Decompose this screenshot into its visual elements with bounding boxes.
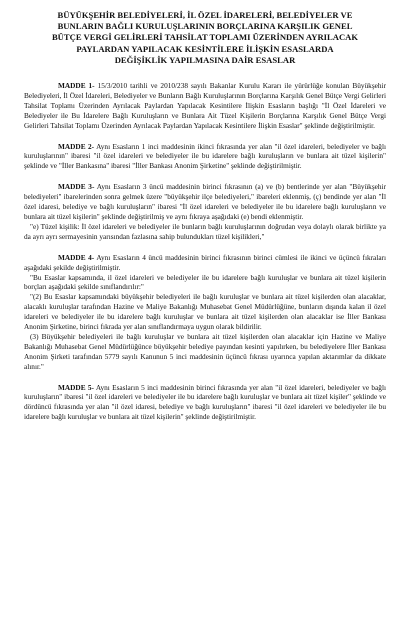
- article-paragraph: [24, 81, 386, 131]
- article-heading: MADDE 4-: [58, 252, 95, 262]
- title-line: BUNLARIN BAĞLI KURULUŞLARININ BORÇLARINA KARŞILIK GENEL: [57, 21, 353, 32]
- title-line: PAYLARDAN YAPILACAK KESİNTİLERE İLİŞKİN ESASLARDA: [76, 43, 334, 54]
- article-3: [24, 182, 386, 241]
- article-paragraph: [24, 383, 386, 423]
- article-text: 15/3/2010 tarihli ve 2010/238 sayılı Bakanlar Kurulu Kararı ile yürürlüğe konulan Büyükşehir Belediyeleri, İl Özel İdareleri, Belediyeler ve Bunların Bağlı Kuruluşlarının Borçlarına Karşılık Genel Bütçe Vergi Gelirleri Tahsilat Toplamı Üzerinden Ayrılacak Paylardan Yapılacak Kesintilere İlişkin Esasların başlığı "İl Özel İdareleri ve Belediyeler ile Bu İdarelere Bağlı Kuruluşların ve Bunlara Ait Tüzel Kişilerin Borçlarına Karşılık Genel Bütçe Vergi Gelirleri Tahsilat Toplamı Üzerinden Ayrılacak Paylardan Yapılacak Kesintilere İlişkin Esaslar" şeklinde değiştirilmiştir.: [24, 81, 387, 130]
- article-heading: MADDE 2-: [58, 141, 95, 151]
- article-heading: MADDE 1-: [58, 81, 95, 91]
- article-2: [24, 142, 386, 172]
- article-subparagraph: "e) Tüzel kişilik: İl özel idareleri ve belediyeler ile bunların bağlı kuruluşlarının doğrudan veya dolaylı olarak birlikte ya da ayrı ayrı sermayesinin yarısından fazlasına sahip bulundukları tüzel kişilikleri,": [24, 221, 386, 241]
- title-line: BÜYÜKŞEHİR BELEDİYELERİ, İL ÖZEL İDARELERİ, BELEDİYELER VE: [57, 10, 353, 20]
- article-paragraph: [24, 142, 386, 172]
- article-5: [24, 383, 386, 423]
- title-line: DEĞİŞİKLİK YAPILMASINA DAİR ESASLAR: [114, 54, 296, 65]
- article-paragraph: [24, 182, 386, 222]
- article-text: Aynı Esasların 3 üncü maddesinin birinci fıkrasının (a) ve (b) bentlerinde yer alan "Büyükşehir belediyeleri" ibarelerinden sonra gelmek üzere "büyükşehir ilçe belediyeleri," ibareleri eklenmiş, (ç) bendinde yer alan "İl özel idaresi, belediye ve bağlı kuruluşların" ibaresi "İl özel idareleri ve belediyeler ile bu idarelere bağlı kuruluşların ve bunlara ait tüzel kişilerin" şeklinde değiştirilmiş ve aynı fıkraya aşağıdaki (e) bendi eklenmiştir.: [24, 182, 386, 221]
- article-text: Aynı Esasların 5 inci maddesinin birinci fıkrasında yer alan "il özel idareleri, belediyeler ve bağlı kuruluşların" ibaresi "il özel idareleri ve belediyeler ile bu idarelere bağlı kuruluşlar ve bunlara ait tüzel kişiler" şeklinde ve dördüncü fıkrasında yer alan "il özel idaresi, belediye ve bağlı kuruluşların" ibaresi "il özel idareleri ve belediyeler ile bu idarelere bağlı kuruluşlar ve bunlara ait tüzel kişilerin" şeklinde değiştirilmiştir.: [24, 382, 387, 422]
- document-title: [24, 10, 386, 66]
- title-line: BÜTÇE VERGİ GELİRLERİ TAHSİLAT TOPLAMI ÜZERİNDEN AYRILACAK: [51, 32, 359, 43]
- article-subparagraph: (3) Büyükşehir belediyeleri ile bağlı kuruluşlar ve bunlara ait tüzel kişilerden olan alacaklar için Hazine ve Maliye Bakanlığı Muhasebat Genel Müdürlüğünce büyükşehir belediye payından kesinti yapılırken, bu belediyelere İller Bankası Anonim Şirketi tarafından 5779 sayılı Kanunun 5 inci maddesinin üçüncü fıkrası uyarınca yapılan aktarımlar da dikkate alınır.": [24, 331, 386, 371]
- article-1: [24, 81, 386, 131]
- article-text: Aynı Esasların 1 inci maddesinin ikinci fıkrasında yer alan "il özel idareleri, belediyeler ve bağlı kuruluşlarının" ibaresi "il özel idareleri ve belediyeler ile bu idarelere bağlı kuruluşların ve bunlara ait tüzel kişilerin" şeklinde ve "İller Bankasına" ibaresi "İller Bankası Anonim Şirketine" şeklinde değiştirilmiştir.: [24, 141, 386, 171]
- article-heading: MADDE 3-: [58, 182, 95, 192]
- article-text: Aynı Esasların 4 üncü maddesinin birinci fıkrasının birinci cümlesi ile ikinci ve üçüncü fıkraları aşağıdaki şekilde değiştirilmiştir.: [24, 252, 387, 272]
- article-4: [24, 253, 386, 372]
- article-subparagraph: "Bu Esaslar kapsamında, il özel idareleri ve belediyeler ile bu idarelere bağlı kuruluşlar ve bunlara ait tüzel kişilerin borçları aşağıdaki şekilde sınıflandırılır:": [24, 272, 386, 292]
- article-paragraph: [24, 253, 386, 273]
- article-heading: MADDE 5-: [58, 382, 94, 392]
- article-subparagraph: "(2) Bu Esaslar kapsamındaki büyükşehir belediyeleri ile bağlı kuruluşlar ve bunlara ait tüzel kişilerden olan alacaklar, alacaklı kuruluşlar tarafından Hazine ve Maliye Bakanlığı Muhasebat Genel Müdürlüğüne, bunların dışında kalan il özel idareleri ve belediyeler ile bu idarelere bağlı kuruluşlar ve bunlara ait tüzel kişilerden olan alacaklar ise İller Bankası Anonim Şirketine, birinci fıkrada yer alan sınıflandırmaya uygun olarak bildirilir.: [24, 292, 386, 332]
